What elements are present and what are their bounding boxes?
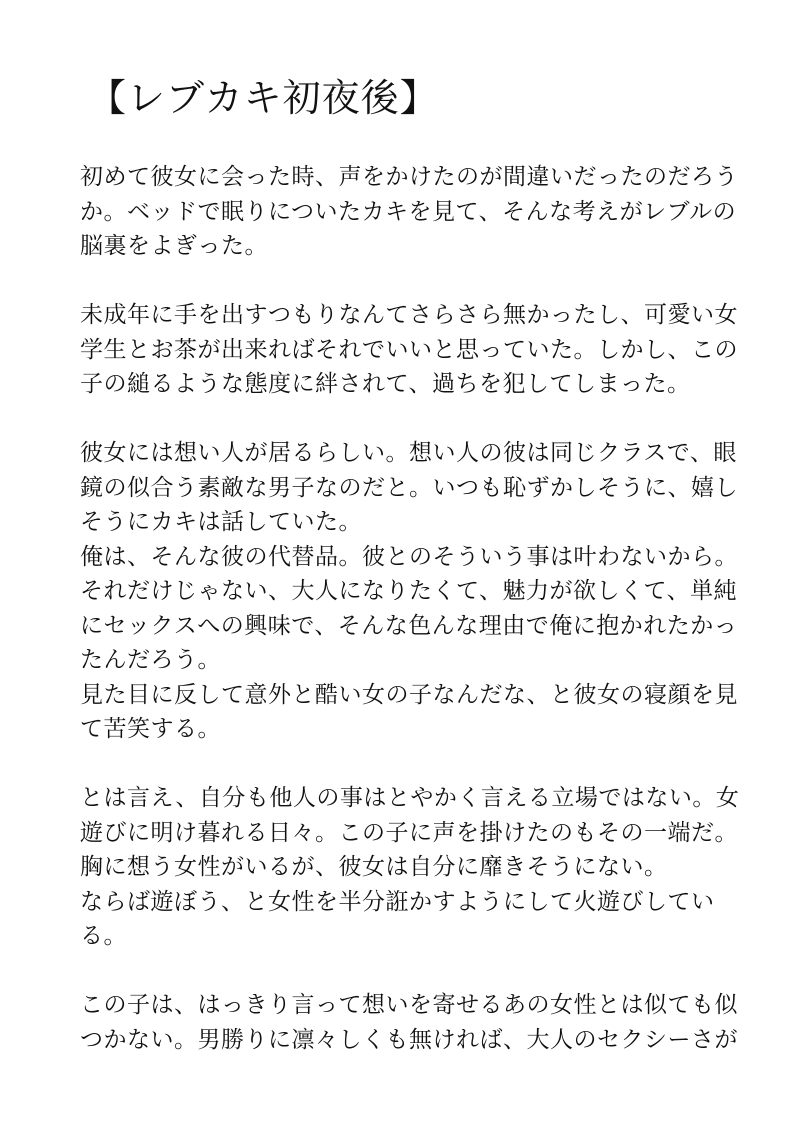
text-line: にセックスへの興味で、そんな色んな理由で俺に抱かれたかっ <box>80 612 738 639</box>
text-line: る。 <box>80 923 127 949</box>
text-line: それだけじゃない、大人になりたくて、魅力が欲しくて、単純 <box>80 578 738 604</box>
paragraph-gap <box>80 747 740 782</box>
text-line: 初めて彼女に会った時、声をかけたのが間違いだったのだろう <box>80 164 738 190</box>
text-line: ならば遊ぼう、と女性を半分誑かすようにして火遊びしてい <box>80 888 715 915</box>
text-line: 脳裏をよぎった。 <box>80 233 268 259</box>
paragraph-gap <box>80 954 740 989</box>
text-line: たんだろう。 <box>80 647 221 673</box>
text-line: 未成年に手を出すつもりなんてさらさら無かったし、可愛い女 <box>80 302 738 328</box>
text-line: とは言え、自分も他人の事はとやかく言える立場ではない。女 <box>80 785 740 811</box>
document-body <box>80 160 740 1057</box>
text-line: 彼女には想い人が居るらしい。想い人の彼は同じクラスで、眼 <box>80 440 737 466</box>
text-line: 胸に想う女性がいるが、彼女は自分に靡きそうにない。 <box>80 854 668 880</box>
paragraph-gap <box>80 264 740 299</box>
text-line: つかない。男勝りに凛々しくも無ければ、大人のセクシーさが <box>80 1026 738 1053</box>
text-line: 見た目に反して意外と酷い女の子なんだな、と彼女の寝顔を見 <box>80 681 738 708</box>
text-line: 鏡の似合う素敵な男子なのだと。いつも恥ずかしそうに、嬉し <box>80 474 738 501</box>
text-line: この子は、はっきり言って想いを寄せるあの女性とは似ても似 <box>80 992 738 1018</box>
document-title: 【レブカキ初夜後】 <box>88 76 439 120</box>
text-line: そうにカキは話していた。 <box>80 509 362 535</box>
text-line: 学生とお茶が出来ればそれでいいと思っていた。しかし、この <box>80 336 738 363</box>
text-line: 遊びに明け暮れる日々。この子に声を掛けたのもその一端だ。 <box>80 819 738 846</box>
text-line: か。ベッドで眠りについたカキを見て、そんな考えがレブルの <box>80 198 737 225</box>
paragraph-gap <box>80 402 740 437</box>
text-line: 俺は、そんな彼の代替品。彼とのそういう事は叶わないから。 <box>80 543 738 570</box>
text-line: 子の縋るような態度に絆されて、過ちを犯してしまった。 <box>80 371 691 397</box>
text-line: て苦笑する。 <box>80 716 221 742</box>
